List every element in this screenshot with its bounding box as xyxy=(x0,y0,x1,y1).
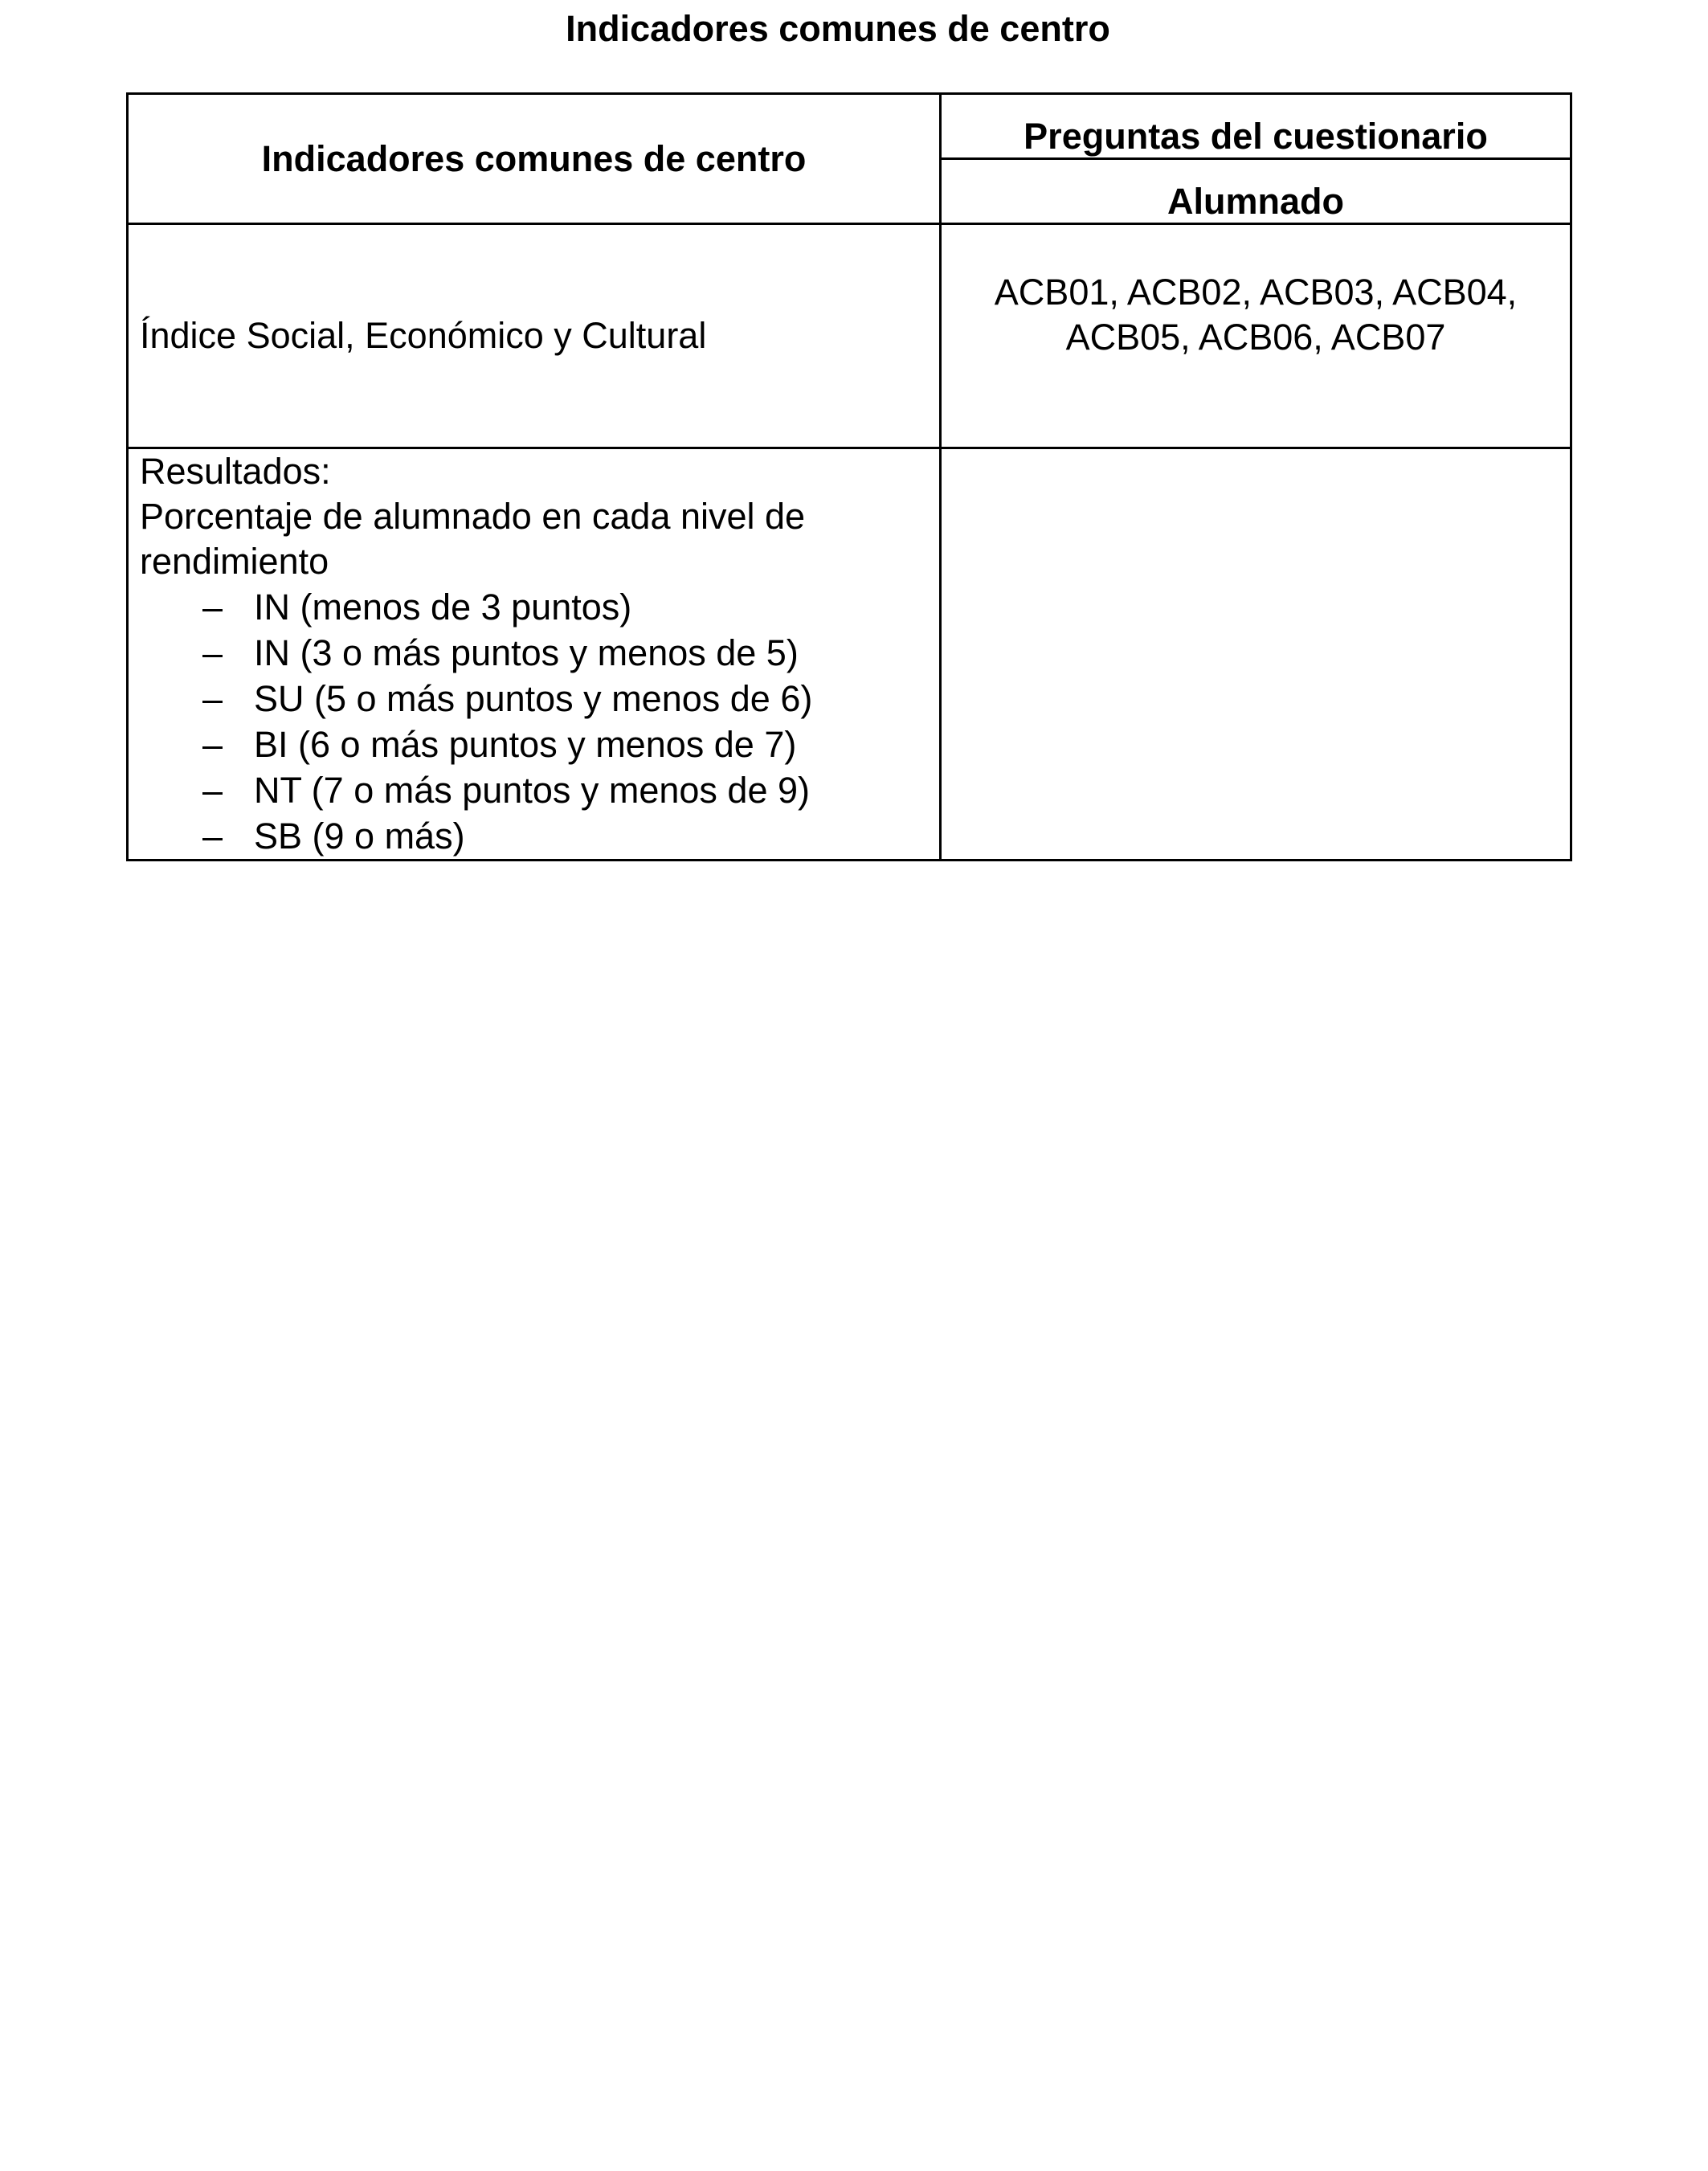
level-label: IN (menos de 3 puntos) xyxy=(254,587,632,628)
header-questions: Preguntas del cuestionario xyxy=(941,94,1571,159)
indicators-table xyxy=(126,92,1572,861)
level-label: SU (5 o más puntos y menos de 6) xyxy=(254,678,813,719)
results-description: rendimiento xyxy=(140,541,329,582)
results-title: Resultados: xyxy=(140,451,331,492)
list-item xyxy=(140,767,939,813)
dash-bullet-icon: – xyxy=(202,770,223,811)
table-row xyxy=(128,224,1571,448)
questions-results xyxy=(941,448,1571,861)
questions-line: ACB05, ACB06, ACB07 xyxy=(1065,317,1446,358)
list-item xyxy=(140,630,939,676)
table-row xyxy=(128,448,1571,861)
list-item xyxy=(140,813,939,859)
dash-bullet-icon: – xyxy=(202,678,223,719)
level-label: BI (6 o más puntos y menos de 7) xyxy=(254,724,797,765)
list-item xyxy=(140,584,939,630)
dash-bullet-icon: – xyxy=(202,724,223,765)
header-indicators: Indicadores comunes de centro xyxy=(128,94,941,224)
questions-isec xyxy=(941,224,1571,448)
level-label: SB (9 o más) xyxy=(254,816,465,857)
header-students: Alumnado xyxy=(941,159,1571,224)
dash-bullet-icon: – xyxy=(202,632,223,673)
dash-bullet-icon: – xyxy=(202,816,223,857)
questions-line: ACB01, ACB02, ACB03, ACB04, xyxy=(994,272,1518,313)
list-item xyxy=(140,722,939,767)
table-header-row xyxy=(128,94,1571,159)
level-label: NT (7 o más puntos y menos de 9) xyxy=(254,770,810,811)
indicator-results xyxy=(128,448,941,861)
results-description: Porcentaje de alumnado en cada nivel de xyxy=(140,496,806,537)
indicator-isec: Índice Social, Económico y Cultural xyxy=(128,224,941,448)
performance-levels-list xyxy=(140,584,939,859)
level-label: IN (3 o más puntos y menos de 5) xyxy=(254,632,799,673)
list-item xyxy=(140,676,939,722)
document-title: Indicadores comunes de centro xyxy=(566,8,1110,49)
dash-bullet-icon: – xyxy=(202,587,223,628)
